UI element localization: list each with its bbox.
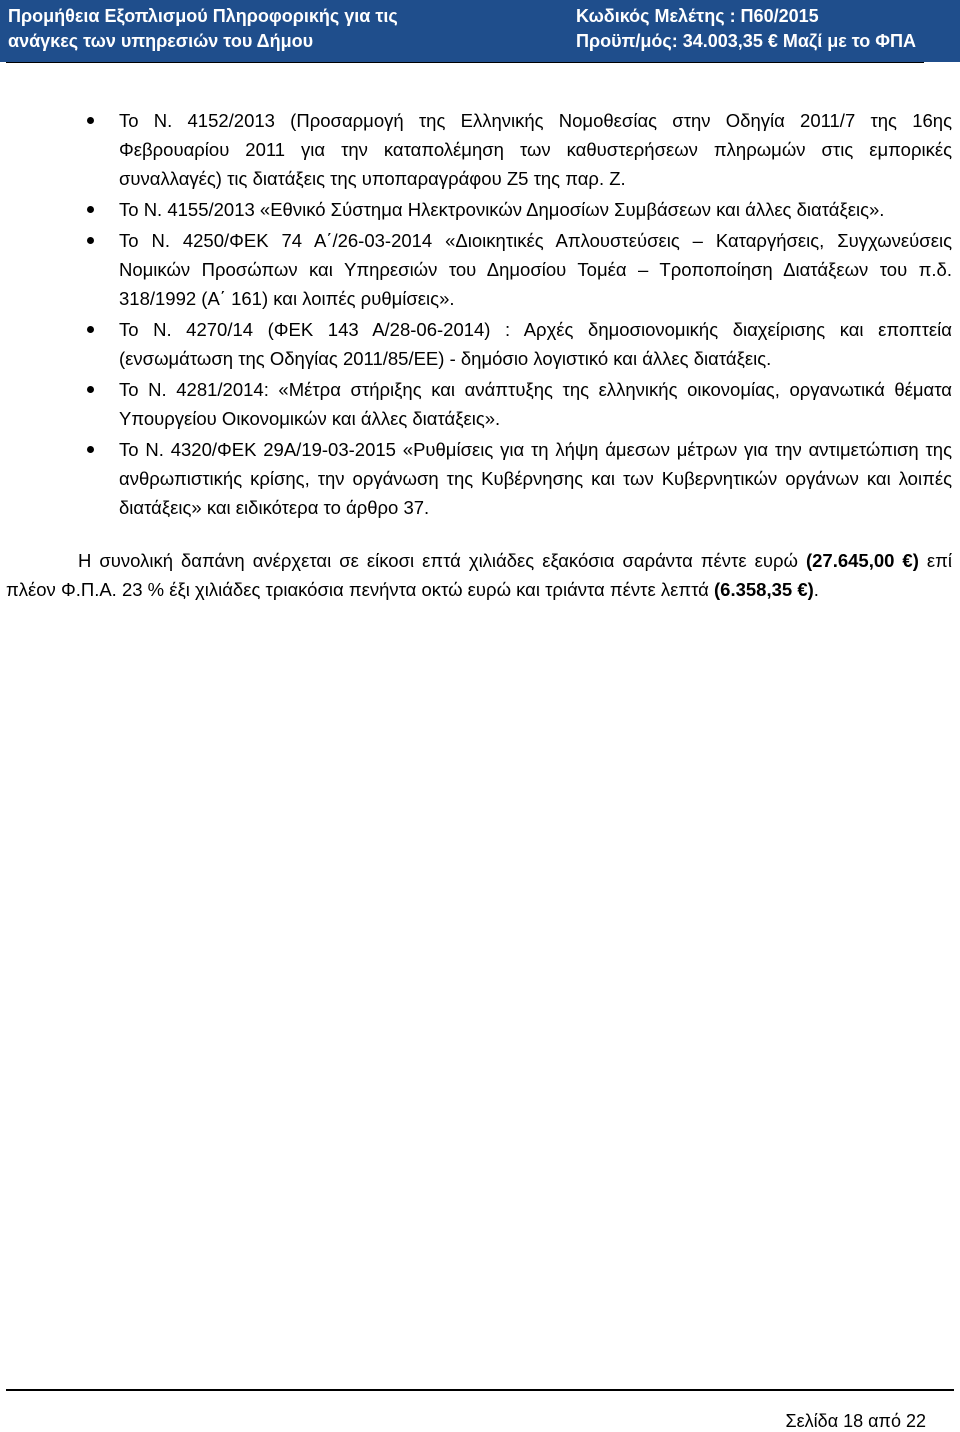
- footer-divider: [6, 1389, 954, 1391]
- bullet-icon: [87, 117, 94, 124]
- list-item: [0, 195, 960, 224]
- header-budget: Προϋπ/μός: 34.003,35 € Μαζί με το ΦΠΑ: [576, 31, 917, 51]
- list-item: [0, 435, 960, 522]
- list-item: [0, 106, 960, 193]
- list-item-text: Το Ν. 4155/2013 «Εθνικό Σύστημα Ηλεκτρονικών Δημοσίων Συμβάσεων και άλλες διατάξεις».: [119, 199, 885, 220]
- list-item-text: Το Ν. 4250/ΦΕΚ 74 Α΄/26-03-2014 «Διοικητικές Απλουστεύσεις – Καταργήσεις, Συγχωνεύσεις Νομικών Προσώπων και Υπηρεσιών του Δημοσίου Τομέα – Τροποποίηση Διατάξεων του π.δ. 318/1992 (Α΄ 161) και λοιπές ρυθμίσεις».: [119, 230, 952, 309]
- list-item-text: Το Ν. 4281/2014: «Μέτρα στήριξης και ανάπτυξης της ελληνικής οικονομίας, οργανωτικά θέματα Υπουργείου Οικονομικών και άλλες διατάξεις».: [119, 379, 952, 429]
- list-item: [0, 375, 960, 433]
- bullet-icon: [87, 206, 94, 213]
- bullet-icon: [87, 386, 94, 393]
- header-title-line-1: Προμήθεια Εξοπλισμού Πληροφορικής για τις: [8, 6, 398, 26]
- vat-amount: (6.358,35 €): [714, 579, 814, 600]
- document-header: [0, 0, 960, 62]
- bullet-icon: [87, 326, 94, 333]
- cost-text-part-1: Η συνολική δαπάνη ανέρχεται σε είκοσι επτά χιλιάδες εξακόσια σαράντα πέντε ευρώ: [78, 550, 806, 571]
- header-divider: [6, 62, 924, 63]
- list-item-text: Το Ν. 4320/ΦΕΚ 29Α/19-03-2015 «Ρυθμίσεις για τη λήψη άμεσων μέτρων για την αντιμετώπιση της ανθρωπιστικής κρίσης, την οργάνωση της Κυβέρνησης και των Κυβερνητικών οργάνων και λοιπές διατάξεις» και ειδικότερα το άρθρο 37.: [119, 439, 952, 518]
- document-body: [0, 106, 960, 604]
- page-number: Σελίδα 18 από 22: [785, 1411, 926, 1431]
- list-item-text: Το Ν. 4152/2013 (Προσαρμογή της Ελληνικής Νομοθεσίας στην Οδηγία 2011/7 της 16ης Φεβρουαρίου 2011 για την καταπολέμηση των καθυστερήσεων πληρωμών στις εμπορικές συναλλαγές) τις διατάξεις της υποπαραγράφου Ζ5 της παρ. Ζ.: [119, 110, 952, 189]
- bullet-icon: [87, 237, 94, 244]
- header-study-code: Κωδικός Μελέτης : Π60/2015: [576, 6, 819, 26]
- cost-text-part-2: επί πλέον Φ.Π.Α. 23 % έξι χιλιάδες τριακόσια πενήντα οκτώ ευρώ και τριάντα πέντε λεπτά: [6, 550, 952, 600]
- bullet-icon: [87, 446, 94, 453]
- list-item-text: Το Ν. 4270/14 (ΦΕΚ 143 Α/28-06-2014) : Αρχές δημοσιονομικής διαχείρισης και εποπτεία (ενσωμάτωση της Οδηγίας 2011/85/ΕΕ) - δημόσιο λογιστικό και άλλες διατάξεις.: [119, 319, 952, 369]
- legislation-list: [0, 106, 960, 522]
- header-title-line-2: ανάγκες των υπηρεσιών του Δήμου: [8, 31, 314, 51]
- net-amount: (27.645,00 €): [805, 550, 919, 571]
- list-item: [0, 315, 960, 373]
- list-item: [0, 226, 960, 313]
- total-cost-paragraph: [6, 546, 952, 604]
- cost-text-part-3: .: [813, 579, 819, 600]
